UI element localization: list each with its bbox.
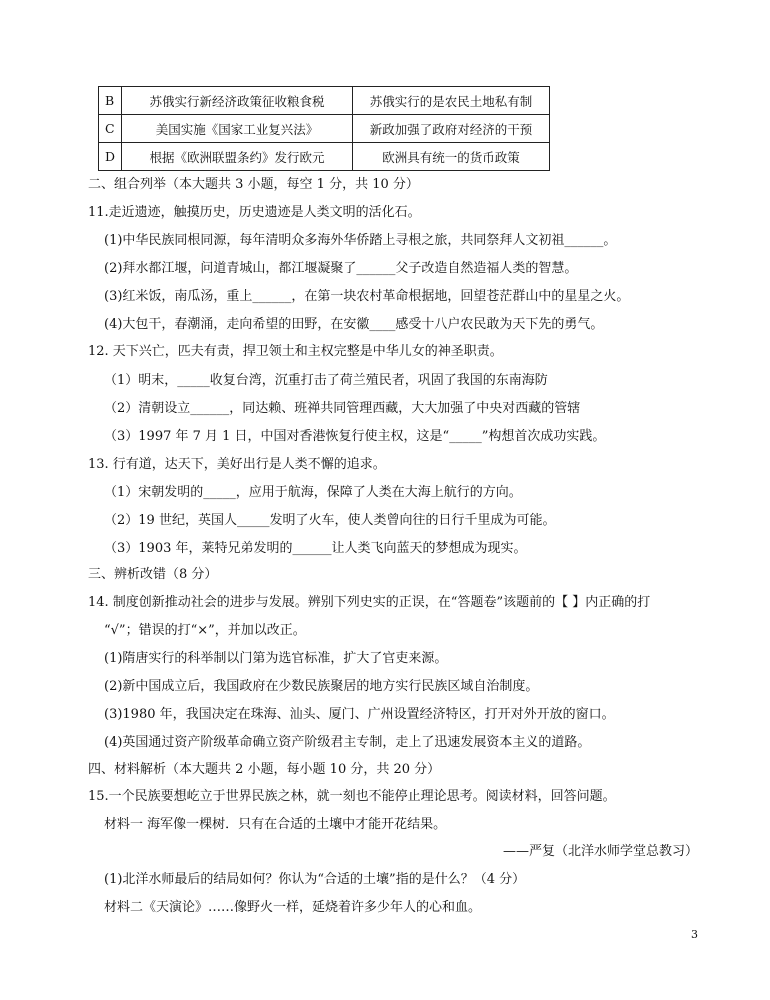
option-conclusion: 苏俄实行的是农民土地私有制 <box>353 87 550 115</box>
question-item: （1）宋朝发明的_____，应用于航海，保障了人类在大海上航行的方向。 <box>104 485 522 500</box>
question-stem: 13. 行有道，达天下，美好出行是人类不懈的追求。 <box>88 457 386 472</box>
table-row <box>99 143 550 171</box>
question-stem: 12. 天下兴亡，匹夫有责，捍卫领土和主权完整是中华儿女的神圣职责。 <box>88 344 503 359</box>
question-stem: 11.走近遗迹，触摸历史，历史遗迹是人类文明的活化石。 <box>88 205 421 220</box>
material-text: 材料二《天演论》……像野火一样，延烧着许多少年人的心和血。 <box>104 900 482 915</box>
option-conclusion: 新政加强了政府对经济的干预 <box>353 115 550 143</box>
question-item: (3)红米饭，南瓜汤，重上______，在第一块农村革命根据地，回望苍茫群山中的星星之火。 <box>104 289 630 304</box>
table-row <box>99 87 550 115</box>
option-event: 根据《欧洲联盟条约》发行欧元 <box>122 143 353 171</box>
question-item: （3）1903 年，莱特兄弟发明的______让人类飞向蓝天的梦想成为现实。 <box>104 541 527 556</box>
question-stem: 14. 制度创新推动社会的进步与发展。辨别下列史实的正误，在“答题卷”该题前的【 】内正确的打 <box>88 595 651 610</box>
question-item: (1)隋唐实行的科举制以门第为选官标准，扩大了官吏来源。 <box>104 651 448 666</box>
section-heading: 三、辨析改错（8 分） <box>88 567 218 582</box>
option-key: D <box>99 143 122 171</box>
question-item: (2)拜水都江堰，问道青城山，都江堰凝聚了______父子改造自然造福人类的智慧。 <box>104 261 578 276</box>
option-event: 苏俄实行新经济政策征收粮食税 <box>122 87 353 115</box>
question-item: （2）清朝设立______，同达赖、班禅共同管理西藏，大大加强了中央对西藏的管辖 <box>104 401 581 416</box>
question-stem-continued: “√”；错误的打“×”，并加以改正。 <box>104 623 306 638</box>
question-stem: 15.一个民族要想屹立于世界民族之林，就一刻也不能停止理论思考。阅读材料，回答问题。 <box>88 789 616 804</box>
question-item: (3)1980 年，我国决定在珠海、汕头、厦门、广州设置经济特区，打开对外开放的窗口。 <box>104 707 615 722</box>
material-attribution: ——严复（北洋水师学堂总教习） <box>502 844 698 859</box>
question-item: (1)北洋水师最后的结局如何？你认为“合适的土壤”指的是什么？（4 分） <box>104 872 526 887</box>
option-key: B <box>99 87 122 115</box>
question-item: (2)新中国成立后，我国政府在少数民族聚居的地方实行民族区域自治制度。 <box>104 679 539 694</box>
question-item: （2）19 世纪，英国人_____发明了火车，使人类曾向往的日行千里成为可能。 <box>104 513 556 528</box>
question-item: （3）1997 年 7 月 1 日，中国对香港恢复行使主权，这是“_____”构想首次成功实践。 <box>104 429 606 444</box>
question-item: (4)大包干，春潮涌，走向希望的田野，在安徽____感受十八户农民敢为天下先的勇气。 <box>104 317 604 332</box>
table-row <box>99 115 550 143</box>
question-item: (1)中华民族同根同源，每年清明众多海外华侨踏上寻根之旅，共同祭拜人文初祖______。 <box>104 233 617 248</box>
question-item: (4)英国通过资产阶级革命确立资产阶级君主专制，走上了迅速发展资本主义的道路。 <box>104 735 591 750</box>
question-item: （1）明末，_____收复台湾，沉重打击了荷兰殖民者，巩固了我国的东南海防 <box>104 373 548 388</box>
section-heading: 四、材料解析（本大题共 2 小题，每小题 10 分，共 20 分） <box>88 762 441 777</box>
material-text: 材料一 海军像一棵树．只有在合适的土壤中才能开花结果。 <box>104 817 447 832</box>
option-event: 美国实施《国家工业复兴法》 <box>122 115 353 143</box>
section-heading: 二、组合列举（本大题共 3 小题，每空 1 分，共 10 分） <box>88 177 419 192</box>
option-conclusion: 欧洲具有统一的货币政策 <box>353 143 550 171</box>
option-key: C <box>99 115 122 143</box>
options-table <box>98 86 550 171</box>
page-number: 3 <box>691 928 698 941</box>
